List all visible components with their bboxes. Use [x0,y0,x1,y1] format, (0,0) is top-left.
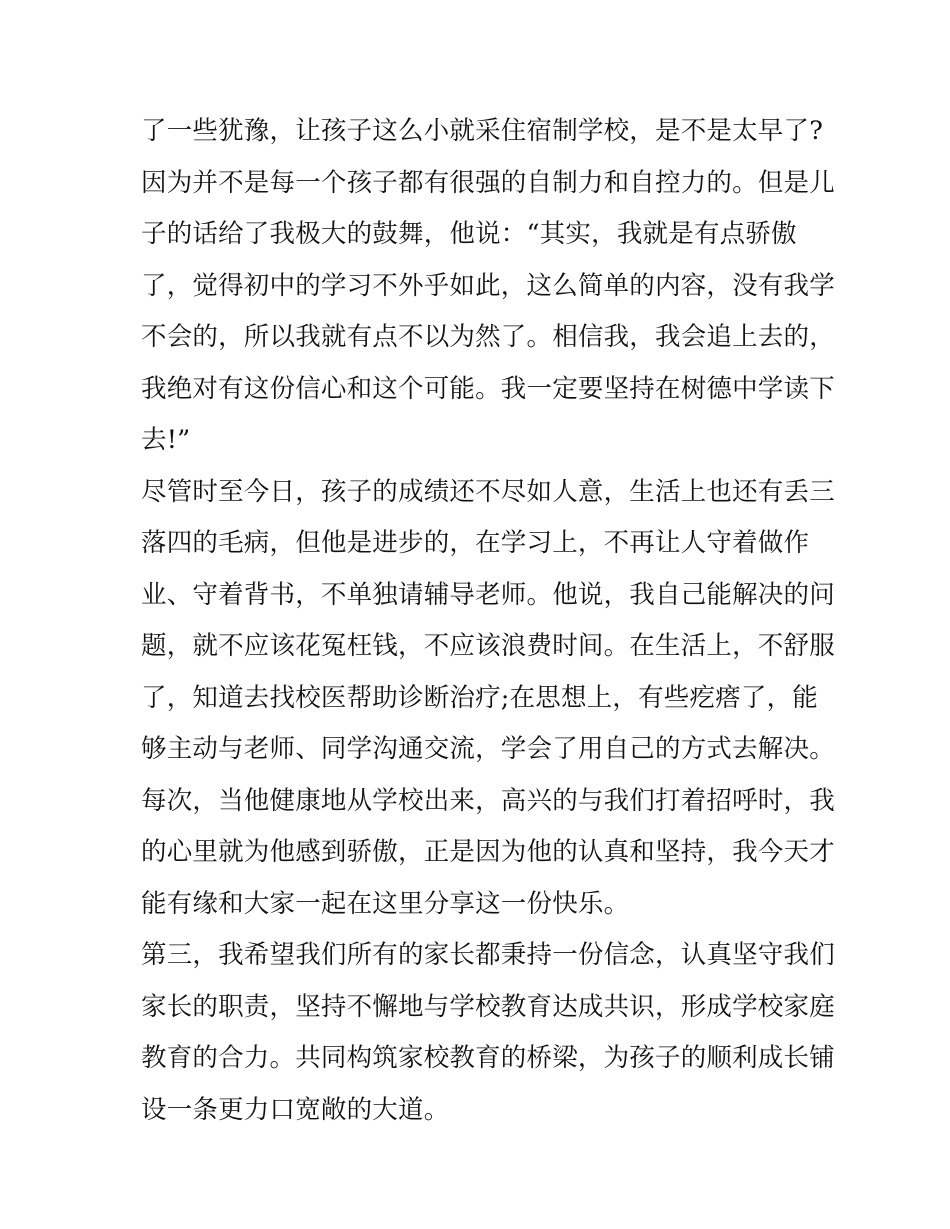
text-line: 业、守着背书，不单独请辅导老师。他说，我自己能解决的问 [141,579,835,610]
text-line: 设一条更力口宽敞的大道。 [141,1094,450,1125]
text-line: 子的话给了我极大的鼓舞，他说：“其实，我就是有点骄傲 [141,219,797,249]
text-line: 的心里就为他感到骄傲，正是因为他的认真和坚持，我今天才 [141,837,835,867]
text-line: 不会的，所以我就有点不以为然了。相信我，我会追上去的， [141,322,835,352]
text-line: 我绝对有这份信心和这个可能。我一定要坚持在树德中学读下 [141,373,835,404]
text-line: 尽管时至今日，孩子的成绩还不尽如人意，生活上也还有丢三 [141,476,835,507]
text-line: 够主动与老师、同学沟通交流，学会了用自己的方式去解决。 [141,734,835,764]
text-line: 了一些犹豫，让孩子这么小就采住宿制学校，是不是太早了? [141,116,824,146]
document-body [141,106,835,1136]
text-line: 落四的毛病，但他是进步的，在学习上，不再让人守着做作 [141,528,810,558]
text-line: 每次，当他健康地从学校出来，高兴的与我们打着招呼时，我 [141,785,835,816]
text-line: 了，知道去找校医帮助诊断治疗;在思想上，有些疙瘩了，能 [141,682,818,713]
text-line: 家长的职责，坚持不懈地与学校教育达成共识，形成学校家庭 [141,991,835,1022]
text-line: 教育的合力。共同构筑家校教育的桥梁，为孩子的顺利成长铺 [141,1043,835,1073]
text-line: 第三，我希望我们所有的家长都秉持一份信念，认真坚守我们 [141,940,835,970]
text-line: 因为并不是每一个孩子都有很强的自制力和自控力的。但是儿 [141,167,835,198]
text-line: 题，就不应该花冤枉钱，不应该浪费时间。在生活上，不舒服 [141,631,835,661]
text-line: 去!” [141,425,191,455]
text-line: 能有缘和大家一起在这里分享这一份快乐。 [141,888,630,919]
text-line: 了，觉得初中的学习不外乎如此，这么简单的内容，没有我学 [141,270,835,301]
